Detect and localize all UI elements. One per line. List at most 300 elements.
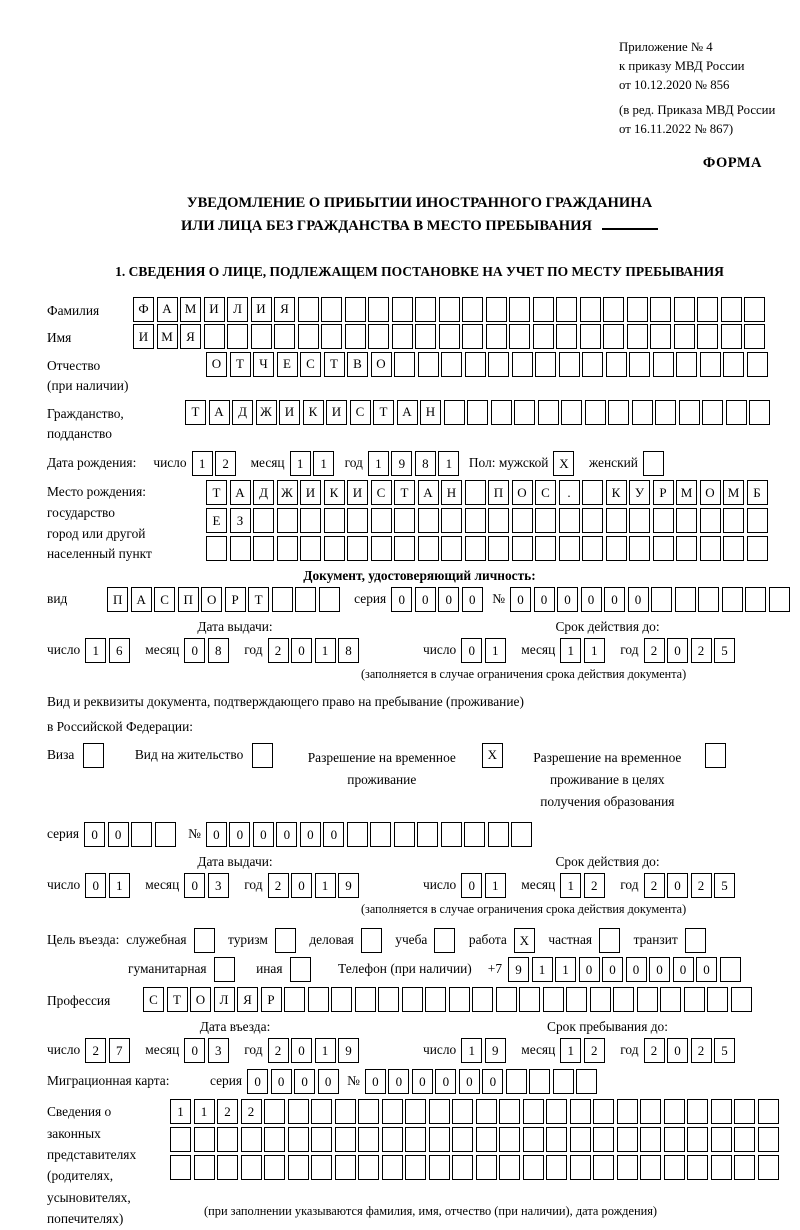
char-cell[interactable]: 0 — [435, 1069, 456, 1094]
char-cell[interactable]: 0 — [667, 1038, 688, 1063]
char-cell[interactable]: 0 — [318, 1069, 339, 1094]
char-cell[interactable] — [711, 1127, 732, 1152]
char-cell[interactable]: А — [418, 480, 439, 505]
char-cell[interactable] — [465, 480, 486, 505]
char-cell[interactable] — [676, 352, 697, 377]
char-cell[interactable] — [439, 297, 460, 322]
char-cell[interactable]: 0 — [462, 587, 483, 612]
char-cell[interactable] — [465, 536, 486, 561]
char-cell[interactable]: Ф — [133, 297, 154, 322]
char-cell[interactable]: Ч — [253, 352, 274, 377]
char-cell[interactable] — [731, 987, 752, 1012]
char-cell[interactable]: Е — [277, 352, 298, 377]
char-cell[interactable] — [206, 536, 227, 561]
char-cell[interactable] — [758, 1099, 779, 1124]
char-cell[interactable] — [217, 1155, 238, 1180]
char-cell[interactable] — [697, 324, 718, 349]
char-cell[interactable] — [533, 297, 554, 322]
char-cell[interactable] — [288, 1127, 309, 1152]
char-cell[interactable] — [253, 508, 274, 533]
char-cell[interactable]: 9 — [485, 1038, 506, 1063]
char-cell[interactable]: Т — [185, 400, 206, 425]
char-cell[interactable]: Я — [274, 297, 295, 322]
char-cell[interactable]: 1 — [485, 638, 506, 663]
char-cell[interactable] — [355, 987, 376, 1012]
char-cell[interactable]: 2 — [85, 1038, 106, 1063]
char-cell[interactable] — [747, 508, 768, 533]
char-cell[interactable] — [321, 324, 342, 349]
char-cell[interactable]: 2 — [691, 1038, 712, 1063]
char-cell[interactable] — [629, 508, 650, 533]
char-cell[interactable]: 0 — [696, 957, 717, 982]
char-cell[interactable] — [675, 587, 696, 612]
char-cell[interactable] — [277, 508, 298, 533]
char-cell[interactable]: И — [204, 297, 225, 322]
char-cell[interactable] — [745, 587, 766, 612]
char-cell[interactable]: 9 — [508, 957, 529, 982]
char-cell[interactable] — [700, 352, 721, 377]
char-cell[interactable]: 0 — [291, 638, 312, 663]
char-cell[interactable]: И — [326, 400, 347, 425]
char-cell[interactable]: И — [300, 480, 321, 505]
char-cell[interactable]: 2 — [217, 1099, 238, 1124]
char-cell[interactable]: 1 — [290, 451, 311, 476]
char-cell[interactable]: 0 — [412, 1069, 433, 1094]
char-cell[interactable]: 8 — [415, 451, 436, 476]
char-cell[interactable] — [664, 1155, 685, 1180]
char-cell[interactable] — [452, 1099, 473, 1124]
char-cell[interactable] — [324, 508, 345, 533]
char-cell[interactable] — [264, 1099, 285, 1124]
char-cell[interactable] — [651, 587, 672, 612]
char-cell[interactable] — [720, 957, 741, 982]
char-cell[interactable] — [747, 536, 768, 561]
char-cell[interactable] — [382, 1099, 403, 1124]
char-cell[interactable]: 0 — [461, 638, 482, 663]
char-cell[interactable]: Д — [253, 480, 274, 505]
char-cell[interactable]: Н — [420, 400, 441, 425]
char-cell[interactable] — [617, 1099, 638, 1124]
char-cell[interactable] — [561, 400, 582, 425]
char-cell[interactable] — [472, 987, 493, 1012]
char-cell[interactable] — [650, 324, 671, 349]
char-cell[interactable] — [405, 1127, 426, 1152]
char-cell[interactable] — [582, 352, 603, 377]
char-cell[interactable] — [486, 297, 507, 322]
char-cell[interactable] — [580, 324, 601, 349]
char-cell[interactable]: 0 — [581, 587, 602, 612]
char-cell[interactable]: 2 — [268, 1038, 289, 1063]
char-cell[interactable] — [331, 987, 352, 1012]
char-cell[interactable] — [290, 957, 311, 982]
char-cell[interactable]: 0 — [459, 1069, 480, 1094]
char-cell[interactable]: 8 — [208, 638, 229, 663]
char-cell[interactable]: Е — [206, 508, 227, 533]
char-cell[interactable]: 0 — [388, 1069, 409, 1094]
char-cell[interactable]: 7 — [109, 1038, 130, 1063]
char-cell[interactable]: 0 — [557, 587, 578, 612]
char-cell[interactable] — [311, 1127, 332, 1152]
char-cell[interactable]: П — [488, 480, 509, 505]
char-cell[interactable]: 0 — [438, 587, 459, 612]
char-cell[interactable] — [758, 1155, 779, 1180]
char-cell[interactable]: Р — [261, 987, 282, 1012]
char-cell[interactable] — [476, 1155, 497, 1180]
char-cell[interactable] — [734, 1099, 755, 1124]
char-cell[interactable] — [556, 297, 577, 322]
char-cell[interactable] — [394, 352, 415, 377]
char-cell[interactable] — [744, 324, 765, 349]
char-cell[interactable] — [582, 508, 603, 533]
char-cell[interactable]: 9 — [391, 451, 412, 476]
char-cell[interactable] — [335, 1127, 356, 1152]
char-cell[interactable] — [697, 297, 718, 322]
char-cell[interactable] — [204, 324, 225, 349]
char-cell[interactable] — [593, 1099, 614, 1124]
char-cell[interactable]: 2 — [644, 873, 665, 898]
char-cell[interactable]: 1 — [368, 451, 389, 476]
char-cell[interactable] — [514, 400, 535, 425]
char-cell[interactable] — [627, 324, 648, 349]
char-cell[interactable]: 2 — [215, 451, 236, 476]
char-cell[interactable] — [499, 1127, 520, 1152]
char-cell[interactable]: О — [206, 352, 227, 377]
char-cell[interactable] — [467, 400, 488, 425]
char-cell[interactable] — [288, 1155, 309, 1180]
char-cell[interactable] — [553, 1069, 574, 1094]
char-cell[interactable]: О — [512, 480, 533, 505]
char-cell[interactable] — [464, 822, 485, 847]
char-cell[interactable] — [606, 508, 627, 533]
char-cell[interactable]: 2 — [584, 1038, 605, 1063]
char-cell[interactable] — [230, 536, 251, 561]
char-cell[interactable] — [721, 324, 742, 349]
char-cell[interactable] — [324, 536, 345, 561]
char-cell[interactable]: В — [347, 352, 368, 377]
char-cell[interactable] — [264, 1155, 285, 1180]
char-cell[interactable]: 0 — [184, 638, 205, 663]
char-cell[interactable]: 0 — [247, 1069, 268, 1094]
char-cell[interactable] — [546, 1155, 567, 1180]
char-cell[interactable]: П — [107, 587, 128, 612]
char-cell[interactable] — [734, 1127, 755, 1152]
char-cell[interactable]: С — [143, 987, 164, 1012]
char-cell[interactable]: 2 — [644, 638, 665, 663]
char-cell[interactable] — [570, 1155, 591, 1180]
char-cell[interactable] — [491, 400, 512, 425]
char-cell[interactable]: 0 — [323, 822, 344, 847]
char-cell[interactable]: Я — [237, 987, 258, 1012]
char-cell[interactable] — [523, 1099, 544, 1124]
char-cell[interactable] — [194, 1127, 215, 1152]
char-cell[interactable] — [559, 508, 580, 533]
char-cell[interactable] — [441, 822, 462, 847]
char-cell[interactable] — [519, 987, 540, 1012]
char-cell[interactable] — [358, 1099, 379, 1124]
char-cell[interactable] — [640, 1127, 661, 1152]
char-cell[interactable] — [632, 400, 653, 425]
char-cell[interactable] — [418, 352, 439, 377]
char-cell[interactable] — [559, 352, 580, 377]
char-cell[interactable] — [585, 400, 606, 425]
char-cell[interactable] — [429, 1099, 450, 1124]
char-cell[interactable] — [769, 587, 790, 612]
char-cell[interactable]: 1 — [560, 873, 581, 898]
char-cell[interactable]: 0 — [184, 1038, 205, 1063]
char-cell[interactable] — [650, 297, 671, 322]
char-cell[interactable] — [685, 928, 706, 953]
char-cell[interactable] — [486, 324, 507, 349]
char-cell[interactable]: О — [201, 587, 222, 612]
char-cell[interactable] — [345, 297, 366, 322]
char-cell[interactable] — [723, 536, 744, 561]
char-cell[interactable] — [227, 324, 248, 349]
char-cell[interactable] — [405, 1099, 426, 1124]
char-cell[interactable] — [378, 987, 399, 1012]
char-cell[interactable]: Р — [225, 587, 246, 612]
char-cell[interactable] — [559, 536, 580, 561]
char-cell[interactable]: 0 — [291, 873, 312, 898]
char-cell[interactable] — [734, 1155, 755, 1180]
char-cell[interactable]: Т — [167, 987, 188, 1012]
char-cell[interactable] — [627, 297, 648, 322]
char-cell[interactable]: 3 — [208, 873, 229, 898]
char-cell[interactable]: 1 — [315, 638, 336, 663]
char-cell[interactable]: Л — [227, 297, 248, 322]
char-cell[interactable] — [676, 508, 697, 533]
char-cell[interactable] — [83, 743, 104, 768]
char-cell[interactable] — [284, 987, 305, 1012]
char-cell[interactable]: А — [397, 400, 418, 425]
char-cell[interactable] — [394, 536, 415, 561]
char-cell[interactable] — [394, 508, 415, 533]
char-cell[interactable]: 0 — [253, 822, 274, 847]
char-cell[interactable] — [275, 928, 296, 953]
char-cell[interactable] — [722, 587, 743, 612]
char-cell[interactable] — [425, 987, 446, 1012]
char-cell[interactable]: 1 — [532, 957, 553, 982]
char-cell[interactable]: 1 — [315, 873, 336, 898]
char-cell[interactable] — [698, 587, 719, 612]
char-cell[interactable] — [392, 297, 413, 322]
char-cell[interactable] — [319, 587, 340, 612]
char-cell[interactable] — [538, 400, 559, 425]
char-cell[interactable] — [444, 400, 465, 425]
char-cell[interactable] — [252, 743, 273, 768]
char-cell[interactable]: 0 — [461, 873, 482, 898]
char-cell[interactable] — [300, 536, 321, 561]
char-cell[interactable] — [417, 822, 438, 847]
char-cell[interactable]: И — [251, 297, 272, 322]
char-cell[interactable] — [506, 1069, 527, 1094]
char-cell[interactable] — [170, 1155, 191, 1180]
char-cell[interactable]: 5 — [714, 873, 735, 898]
char-cell[interactable]: X — [553, 451, 574, 476]
char-cell[interactable]: 2 — [691, 638, 712, 663]
char-cell[interactable] — [496, 987, 517, 1012]
char-cell[interactable]: 0 — [300, 822, 321, 847]
char-cell[interactable] — [488, 822, 509, 847]
char-cell[interactable] — [570, 1127, 591, 1152]
char-cell[interactable]: А — [157, 297, 178, 322]
char-cell[interactable] — [613, 987, 634, 1012]
char-cell[interactable] — [370, 822, 391, 847]
char-cell[interactable]: Т — [248, 587, 269, 612]
char-cell[interactable]: 0 — [628, 587, 649, 612]
char-cell[interactable] — [382, 1155, 403, 1180]
char-cell[interactable] — [488, 352, 509, 377]
char-cell[interactable]: А — [209, 400, 230, 425]
char-cell[interactable]: М — [723, 480, 744, 505]
char-cell[interactable] — [509, 297, 530, 322]
char-cell[interactable]: О — [190, 987, 211, 1012]
char-cell[interactable] — [429, 1155, 450, 1180]
char-cell[interactable] — [674, 297, 695, 322]
char-cell[interactable]: 0 — [84, 822, 105, 847]
char-cell[interactable] — [392, 324, 413, 349]
char-cell[interactable] — [418, 536, 439, 561]
char-cell[interactable]: 5 — [714, 638, 735, 663]
char-cell[interactable]: С — [350, 400, 371, 425]
char-cell[interactable] — [382, 1127, 403, 1152]
char-cell[interactable]: Ж — [256, 400, 277, 425]
char-cell[interactable] — [744, 297, 765, 322]
char-cell[interactable] — [711, 1155, 732, 1180]
char-cell[interactable]: 2 — [241, 1099, 262, 1124]
char-cell[interactable]: А — [131, 587, 152, 612]
char-cell[interactable] — [415, 324, 436, 349]
char-cell[interactable] — [653, 536, 674, 561]
char-cell[interactable] — [676, 536, 697, 561]
char-cell[interactable] — [131, 822, 152, 847]
char-cell[interactable] — [217, 1127, 238, 1152]
char-cell[interactable]: 0 — [276, 822, 297, 847]
char-cell[interactable] — [758, 1127, 779, 1152]
char-cell[interactable]: З — [230, 508, 251, 533]
char-cell[interactable] — [347, 508, 368, 533]
char-cell[interactable] — [241, 1155, 262, 1180]
char-cell[interactable] — [723, 508, 744, 533]
char-cell[interactable]: 0 — [184, 873, 205, 898]
char-cell[interactable]: М — [676, 480, 697, 505]
char-cell[interactable] — [747, 352, 768, 377]
char-cell[interactable]: Т — [230, 352, 251, 377]
char-cell[interactable] — [462, 324, 483, 349]
char-cell[interactable]: 2 — [268, 638, 289, 663]
char-cell[interactable]: 0 — [510, 587, 531, 612]
char-cell[interactable]: М — [157, 324, 178, 349]
char-cell[interactable]: . — [559, 480, 580, 505]
char-cell[interactable] — [570, 1099, 591, 1124]
char-cell[interactable] — [394, 822, 415, 847]
char-cell[interactable]: 0 — [579, 957, 600, 982]
char-cell[interactable] — [535, 352, 556, 377]
char-cell[interactable] — [606, 536, 627, 561]
char-cell[interactable] — [358, 1155, 379, 1180]
char-cell[interactable] — [476, 1099, 497, 1124]
char-cell[interactable]: А — [230, 480, 251, 505]
char-cell[interactable] — [371, 508, 392, 533]
char-cell[interactable] — [465, 352, 486, 377]
char-cell[interactable] — [441, 352, 462, 377]
char-cell[interactable]: Т — [324, 352, 345, 377]
char-cell[interactable]: Р — [653, 480, 674, 505]
char-cell[interactable] — [546, 1099, 567, 1124]
char-cell[interactable]: 0 — [291, 1038, 312, 1063]
char-cell[interactable]: 0 — [365, 1069, 386, 1094]
char-cell[interactable] — [429, 1127, 450, 1152]
char-cell[interactable] — [439, 324, 460, 349]
char-cell[interactable] — [608, 400, 629, 425]
char-cell[interactable]: М — [180, 297, 201, 322]
char-cell[interactable] — [418, 508, 439, 533]
char-cell[interactable]: 0 — [85, 873, 106, 898]
char-cell[interactable] — [300, 508, 321, 533]
char-cell[interactable]: О — [371, 352, 392, 377]
char-cell[interactable]: 1 — [438, 451, 459, 476]
char-cell[interactable]: 2 — [268, 873, 289, 898]
char-cell[interactable]: 0 — [206, 822, 227, 847]
char-cell[interactable]: 5 — [714, 1038, 735, 1063]
char-cell[interactable] — [452, 1155, 473, 1180]
char-cell[interactable] — [335, 1155, 356, 1180]
char-cell[interactable] — [617, 1127, 638, 1152]
char-cell[interactable] — [462, 297, 483, 322]
char-cell[interactable]: 0 — [482, 1069, 503, 1094]
char-cell[interactable]: И — [133, 324, 154, 349]
char-cell[interactable]: 1 — [560, 1038, 581, 1063]
char-cell[interactable]: П — [178, 587, 199, 612]
char-cell[interactable]: 0 — [602, 957, 623, 982]
char-cell[interactable]: Я — [180, 324, 201, 349]
char-cell[interactable] — [499, 1099, 520, 1124]
char-cell[interactable]: 2 — [691, 873, 712, 898]
char-cell[interactable] — [660, 987, 681, 1012]
char-cell[interactable] — [512, 536, 533, 561]
char-cell[interactable] — [194, 1155, 215, 1180]
char-cell[interactable] — [368, 297, 389, 322]
char-cell[interactable] — [295, 587, 316, 612]
char-cell[interactable]: Л — [214, 987, 235, 1012]
char-cell[interactable]: 1 — [584, 638, 605, 663]
char-cell[interactable]: 0 — [626, 957, 647, 982]
char-cell[interactable]: И — [279, 400, 300, 425]
char-cell[interactable] — [535, 508, 556, 533]
char-cell[interactable]: С — [300, 352, 321, 377]
char-cell[interactable] — [509, 324, 530, 349]
char-cell[interactable] — [679, 400, 700, 425]
char-cell[interactable] — [214, 957, 235, 982]
char-cell[interactable] — [358, 1127, 379, 1152]
char-cell[interactable] — [687, 1099, 708, 1124]
char-cell[interactable]: 1 — [109, 873, 130, 898]
char-cell[interactable] — [274, 324, 295, 349]
char-cell[interactable] — [664, 1099, 685, 1124]
char-cell[interactable]: 0 — [673, 957, 694, 982]
char-cell[interactable]: К — [303, 400, 324, 425]
char-cell[interactable]: К — [606, 480, 627, 505]
char-cell[interactable] — [640, 1099, 661, 1124]
char-cell[interactable] — [593, 1127, 614, 1152]
char-cell[interactable]: X — [514, 928, 535, 953]
char-cell[interactable] — [298, 324, 319, 349]
char-cell[interactable] — [402, 987, 423, 1012]
char-cell[interactable] — [523, 1155, 544, 1180]
char-cell[interactable] — [593, 1155, 614, 1180]
char-cell[interactable]: 1 — [170, 1099, 191, 1124]
char-cell[interactable] — [452, 1127, 473, 1152]
char-cell[interactable] — [603, 324, 624, 349]
